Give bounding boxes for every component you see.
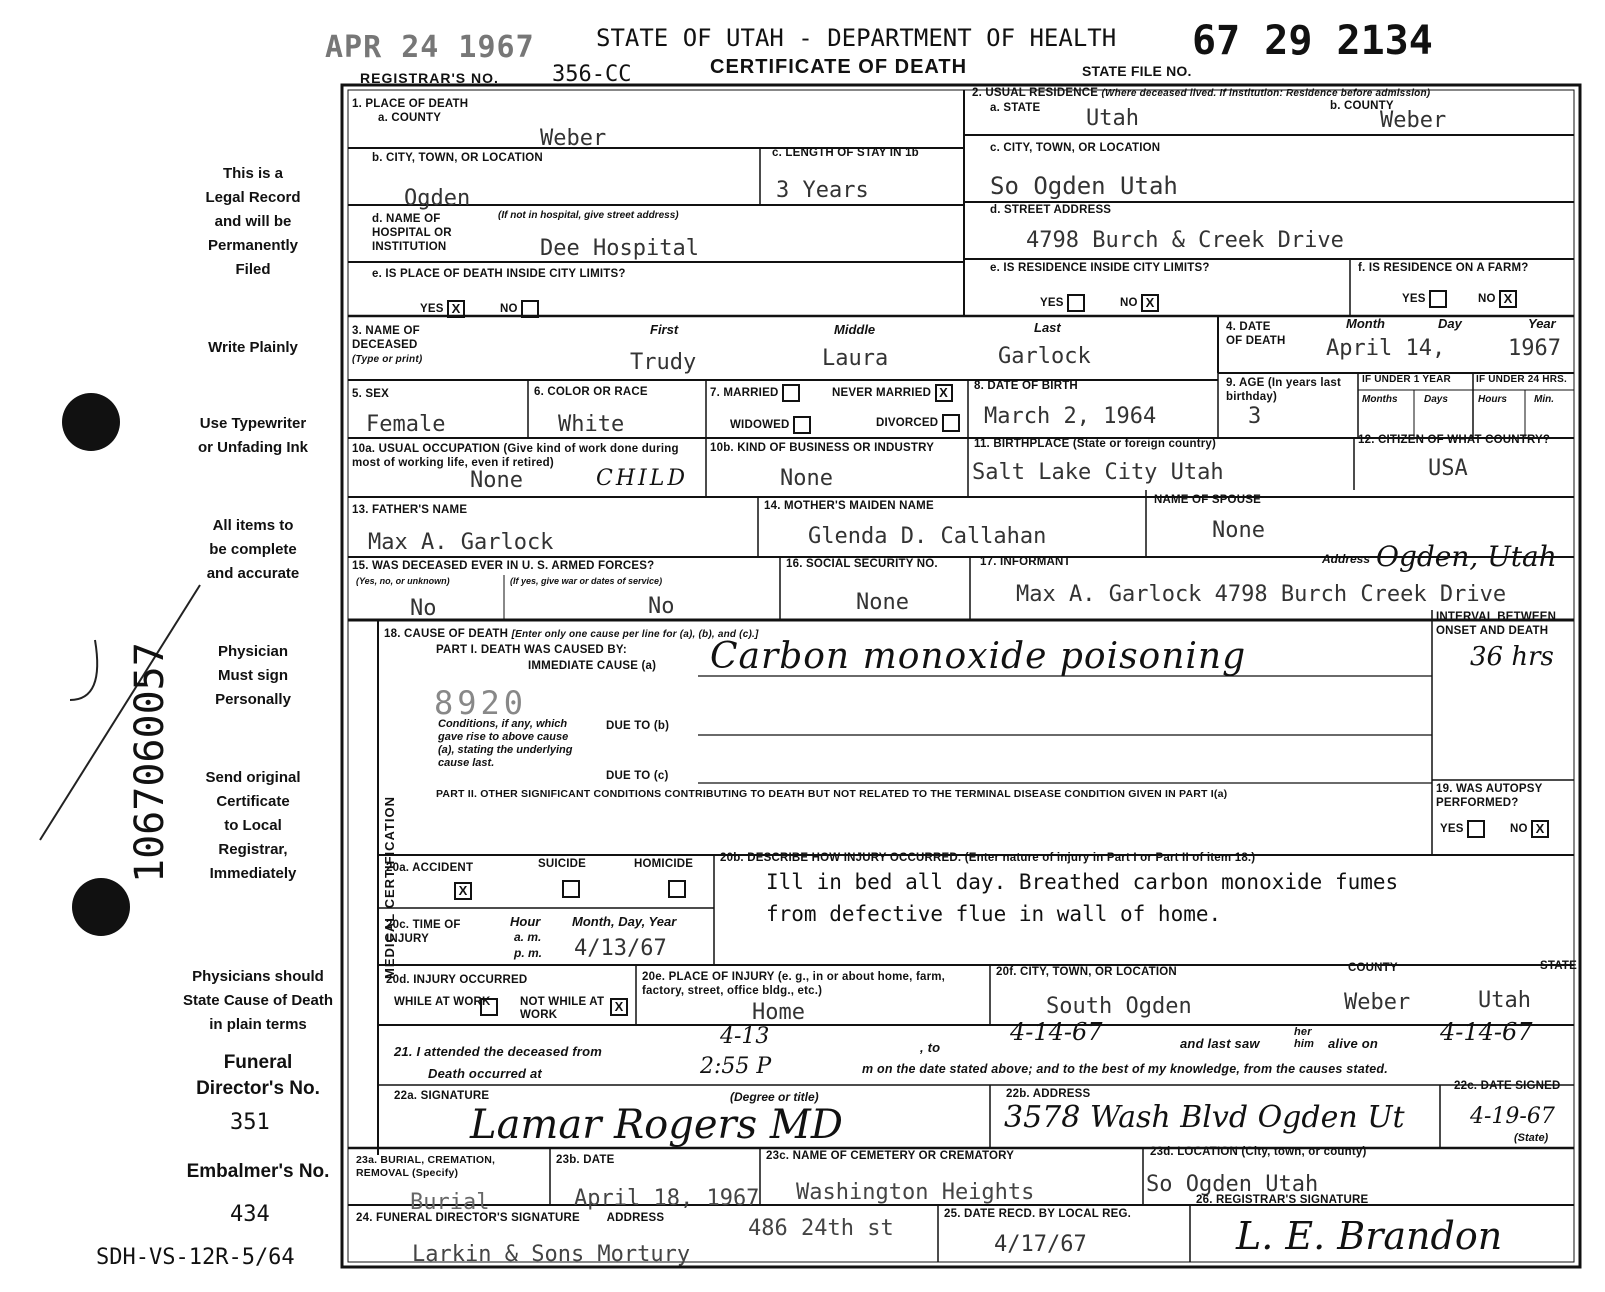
days-label: Days bbox=[1424, 394, 1448, 405]
cemetery-label: 23c. NAME OF CEMETERY OR CREMATORY bbox=[766, 1150, 1015, 1162]
medical-certification-label: MEDICAL CERTIFICATION bbox=[382, 795, 398, 980]
under-1-year-label: IF UNDER 1 YEAR bbox=[1362, 374, 1451, 385]
injury-description-line-1: Ill in bed all day. Breathed carbon monoxide fumes bbox=[766, 870, 1399, 894]
attended-from-label: 21. I attended the deceased from bbox=[394, 1044, 602, 1059]
death-time-value: 2:55 P bbox=[700, 1054, 772, 1079]
race-value: White bbox=[558, 412, 625, 437]
funeral-director-no: 351 bbox=[230, 1110, 270, 1135]
immediate-cause-label: IMMEDIATE CAUSE (a) bbox=[528, 660, 657, 672]
physician-address: 3578 Wash Blvd Ogden Ut bbox=[1004, 1100, 1405, 1135]
conditions-note: Conditions, if any, which gave rise to above cause (a), stating the underlying cause last. bbox=[438, 718, 573, 769]
injury-county-label: COUNTY bbox=[1348, 962, 1398, 974]
divorced-option[interactable]: DIVORCED bbox=[876, 414, 960, 432]
armed-forces-label: 15. WAS DECEASED EVER IN U. S. ARMED FORCES? bbox=[352, 560, 655, 572]
date-signed-value: 4-19-67 bbox=[1470, 1104, 1555, 1129]
accident-checkbox[interactable]: X bbox=[454, 882, 472, 900]
county-label: a. COUNTY bbox=[378, 112, 442, 124]
race-label: 6. COLOR OR RACE bbox=[534, 386, 648, 398]
armed-forces-value: No bbox=[410, 596, 437, 621]
attended-to-value: 4-14-67 bbox=[1010, 1018, 1103, 1046]
residence-state-label: a. STATE bbox=[990, 102, 1041, 114]
street-address-label: d. STREET ADDRESS bbox=[990, 204, 1112, 216]
widowed-option[interactable]: WIDOWED bbox=[730, 416, 811, 434]
certificate-title: CERTIFICATE OF DEATH bbox=[710, 56, 968, 78]
registrar-no: 356-CC bbox=[552, 62, 632, 87]
part1-label: PART I. DEATH WAS CAUSED BY: bbox=[436, 644, 627, 656]
time-of-injury-label: 20c. TIME OF INJURY bbox=[386, 919, 461, 945]
not-while-at-work[interactable]: NOT WHILE AT WORK bbox=[520, 996, 605, 1021]
business-value: None bbox=[780, 466, 833, 491]
burial-method: Burial bbox=[410, 1190, 490, 1215]
suicide-checkbox[interactable] bbox=[562, 880, 580, 898]
residence-label: 2. USUAL RESIDENCE (Where deceased lived. If institution: Residence before admission) bbox=[972, 87, 1431, 99]
due-to-c-label: DUE TO (c) bbox=[606, 770, 669, 782]
homicide-label: HOMICIDE bbox=[634, 858, 694, 870]
injury-city: South Ogden bbox=[1046, 994, 1192, 1019]
hospital-name: Dee Hospital bbox=[540, 236, 699, 261]
suicide-label: SUICIDE bbox=[538, 858, 587, 870]
deceased-name-label: 3. NAME OF DECEASED (Type or print) bbox=[352, 325, 423, 365]
first-label: First bbox=[650, 322, 679, 337]
mother-label: 14. MOTHER'S MAIDEN NAME bbox=[764, 500, 934, 512]
residence-inside-no[interactable]: NO X bbox=[1120, 294, 1159, 312]
business-label: 10b. KIND OF BUSINESS OR INDUSTRY bbox=[710, 442, 935, 454]
registrar-no-label: REGISTRAR'S NO. bbox=[360, 70, 499, 86]
funeral-director-sig-label: 24. FUNERAL DIRECTOR'S SIGNATURE ADDRESS bbox=[356, 1212, 665, 1224]
while-at-work-checkbox[interactable] bbox=[480, 998, 498, 1016]
under-24-hrs-label: IF UNDER 24 HRS. bbox=[1476, 374, 1567, 385]
ssn-value: None bbox=[856, 590, 909, 615]
not-while-at-work-checkbox[interactable]: X bbox=[610, 998, 628, 1016]
immediate-cause-value: Carbon monoxide poisoning bbox=[710, 636, 1247, 677]
cause-label: 18. CAUSE OF DEATH [Enter only one cause per line for (a), (b), and (c).] bbox=[384, 628, 759, 640]
injury-state: Utah bbox=[1478, 988, 1531, 1013]
spouse-name: None bbox=[1212, 518, 1265, 543]
her-him-label: her him bbox=[1294, 1026, 1315, 1050]
state-file-number: 67 29 2134 bbox=[1192, 18, 1433, 64]
residence-county-label: b. COUNTY bbox=[1330, 100, 1394, 112]
place-of-injury-label: 20e. PLACE OF INJURY (e. g., in or about home, farm, factory, street, office bldg., etc.) bbox=[642, 971, 946, 997]
occupation-label: 10a. USUAL OCCUPATION (Give kind of work done during most of working life, even if retired) bbox=[352, 443, 679, 469]
funeral-director-label: Funeral Director's No. bbox=[196, 1052, 320, 1099]
date-of-birth: March 2, 1964 bbox=[984, 404, 1157, 429]
attended-from-value: 4-13 bbox=[720, 1024, 770, 1049]
signature-label: 22a. SIGNATURE bbox=[394, 1090, 490, 1102]
death-city: Ogden bbox=[404, 186, 471, 211]
ssn-label: 16. SOCIAL SECURITY NO. bbox=[786, 558, 938, 570]
year-label: Year bbox=[1528, 316, 1556, 331]
age-value: 3 bbox=[1248, 404, 1262, 429]
farm-no[interactable]: NO X bbox=[1478, 290, 1517, 308]
citizen-label: 12. CITIZEN OF WHAT COUNTRY? bbox=[1358, 434, 1551, 446]
mdy-label: Month, Day, Year bbox=[572, 914, 677, 929]
embalmer-label: Embalmer's No. bbox=[186, 1161, 330, 1182]
hour-label: Hour bbox=[510, 914, 541, 929]
father-label: 13. FATHER'S NAME bbox=[352, 504, 468, 516]
funeral-director-street: 486 24th st bbox=[748, 1216, 894, 1241]
physician-address-label: 22b. ADDRESS bbox=[1006, 1088, 1091, 1100]
alive-on-label: alive on bbox=[1328, 1036, 1379, 1051]
occupation-value: None bbox=[470, 468, 523, 493]
cause-code: 8920 bbox=[434, 684, 528, 722]
informant-value: Max A. Garlock 4798 Burch Creek Drive bbox=[1016, 582, 1507, 607]
citizen-value: USA bbox=[1428, 456, 1468, 481]
war-service-value: No bbox=[648, 594, 675, 619]
farm-yes[interactable]: YES bbox=[1402, 290, 1447, 308]
pm-label: p. m. bbox=[514, 946, 543, 960]
while-at-work[interactable]: WHILE AT WORK bbox=[394, 996, 491, 1008]
burial-location-label: 23d. LOCATION (City, town, or county) bbox=[1150, 1146, 1367, 1158]
married-option[interactable]: 7. MARRIED bbox=[710, 384, 800, 402]
armed-note-2: (If yes, give war or dates of service) bbox=[510, 576, 663, 586]
residence-county: Weber bbox=[1380, 108, 1447, 133]
year-of-death: 1967 bbox=[1508, 336, 1561, 361]
last-label: Last bbox=[1034, 320, 1061, 335]
birthplace-label: 11. BIRTHPLACE (State or foreign country) bbox=[974, 438, 1217, 450]
due-to-b-label: DUE TO (b) bbox=[606, 720, 670, 732]
day-label: Day bbox=[1438, 316, 1462, 331]
complete-note: All items to be complete and accurate bbox=[206, 517, 300, 582]
death-city-label: b. CITY, TOWN, OR LOCATION bbox=[372, 152, 543, 164]
state-note: (State) bbox=[1514, 1132, 1549, 1144]
inside-city-label: e. IS PLACE OF DEATH INSIDE CITY LIMITS? bbox=[372, 268, 626, 280]
street-address: 4798 Burch & Creek Drive bbox=[1026, 228, 1344, 253]
length-of-stay: 3 Years bbox=[776, 178, 869, 203]
state-file-label: STATE FILE NO. bbox=[1082, 63, 1192, 79]
inside-city-yes[interactable]: YES X bbox=[420, 300, 465, 318]
form-number: SDH-VS-12R-5/64 bbox=[96, 1245, 295, 1270]
autopsy-no[interactable]: NO X bbox=[1510, 820, 1549, 838]
to-label: , to bbox=[920, 1040, 941, 1055]
age-label: 9. AGE (In years last birthday) bbox=[1226, 377, 1341, 403]
interval-value: 36 hrs bbox=[1470, 642, 1554, 672]
birthplace-value: Salt Lake City Utah bbox=[972, 460, 1224, 485]
residence-city-label: c. CITY, TOWN, OR LOCATION bbox=[990, 142, 1161, 154]
injury-state-label: STATE bbox=[1540, 960, 1577, 972]
registrar-sig-label: 26. REGISTRAR'S SIGNATURE bbox=[1196, 1194, 1369, 1206]
injury-city-label: 20f. CITY, TOWN, OR LOCATION bbox=[996, 966, 1177, 978]
punch-hole-bottom bbox=[72, 878, 130, 936]
residence-inside-yes[interactable]: YES bbox=[1040, 294, 1085, 312]
informant-address-label: Address bbox=[1322, 552, 1371, 566]
physician-signature: Lamar Rogers MD bbox=[470, 1102, 843, 1148]
month-label: Month bbox=[1346, 316, 1385, 331]
death-occurred-label: Death occurred at bbox=[428, 1066, 542, 1081]
agency-title: STATE OF UTAH - DEPARTMENT OF HEALTH bbox=[596, 24, 1117, 52]
interval-label: INTERVAL BETWEEN ONSET AND DEATH bbox=[1436, 611, 1557, 637]
received-stamp: APR 24 1967 bbox=[325, 30, 535, 65]
autopsy-yes[interactable]: YES bbox=[1440, 820, 1485, 838]
accident-label: 20a. ACCIDENT bbox=[386, 862, 474, 874]
send-original-note: Send original Certificate to Local Registrar, Immediately bbox=[205, 769, 301, 882]
armed-note-1: (Yes, no, or unknown) bbox=[356, 576, 450, 586]
spouse-label: NAME OF SPOUSE bbox=[1154, 494, 1261, 506]
degree-label: (Degree or title) bbox=[730, 1090, 819, 1104]
am-label: a. m. bbox=[514, 930, 542, 944]
date-recd-label: 25. DATE RECD. BY LOCAL REG. bbox=[944, 1208, 1132, 1220]
burial-location: So Ogden Utah bbox=[1146, 1172, 1319, 1197]
date-signed-label: 22c. DATE SIGNED bbox=[1454, 1080, 1561, 1092]
time-of-injury-value: 4/13/67 bbox=[574, 936, 667, 961]
sex-value: Female bbox=[366, 412, 446, 437]
months-label: Months bbox=[1362, 394, 1398, 405]
place-of-injury: Home bbox=[752, 1000, 805, 1025]
funeral-director-name: Larkin & Sons Mortury bbox=[412, 1242, 691, 1267]
informant-address-hw: Ogden, Utah bbox=[1376, 540, 1557, 573]
deceased-middle: Laura bbox=[822, 346, 889, 371]
part2-label: PART II. OTHER SIGNIFICANT CONDITIONS CONTRIBUTING TO DEATH BUT NOT RELATED TO THE TERMINAL DISEASE CONDITION GIVEN IN PART I(a) bbox=[436, 788, 1228, 800]
registrar-signature: L. E. Brandon bbox=[1236, 1214, 1503, 1258]
inside-city-no[interactable]: NO bbox=[500, 300, 539, 318]
date-recd-value: 4/17/67 bbox=[994, 1232, 1087, 1257]
alive-on-value: 4-14-67 bbox=[1440, 1018, 1533, 1046]
injury-describe-label: 20b. DESCRIBE HOW INJURY OCCURRED. (Enter nature of injury in Part I or Part II of item 18.) bbox=[720, 852, 1256, 864]
father-name: Max A. Garlock bbox=[368, 530, 554, 555]
place-of-death-label: 1. PLACE OF DEATH bbox=[352, 98, 469, 110]
never-married-option[interactable]: NEVER MARRIED X bbox=[832, 384, 953, 402]
residence-inside-label: e. IS RESIDENCE INSIDE CITY LIMITS? bbox=[990, 262, 1210, 274]
punch-hole-top bbox=[62, 393, 120, 451]
farm-label: f. IS RESIDENCE ON A FARM? bbox=[1358, 262, 1529, 274]
burial-date-label: 23b. DATE bbox=[556, 1154, 615, 1166]
legal-record-note: This is a Legal Record and will be Permanently Filed bbox=[205, 165, 301, 278]
autopsy-label: 19. WAS AUTOPSY PERFORMED? bbox=[1436, 783, 1543, 809]
mother-name: Glenda D. Callahan bbox=[808, 524, 1047, 549]
injury-county: Weber bbox=[1344, 990, 1411, 1015]
homicide-checkbox[interactable] bbox=[668, 880, 686, 898]
burial-date: April 18, 1967 bbox=[574, 1186, 760, 1211]
date-of-death-label: 4. DATE OF DEATH bbox=[1226, 321, 1286, 347]
hospital-note: (If not in hospital, give street address) bbox=[498, 210, 679, 221]
knowledge-statement: m on the date stated above; and to the best of my knowledge, from the causes stated. bbox=[862, 1062, 1388, 1076]
deceased-last: Garlock bbox=[998, 344, 1091, 369]
embalmer-no: 434 bbox=[230, 1202, 270, 1227]
last-saw-label: and last saw bbox=[1180, 1036, 1260, 1051]
injury-occurred-label: 20d. INJURY OCCURRED bbox=[386, 974, 528, 986]
cemetery-name: Washington Heights bbox=[796, 1180, 1035, 1205]
physician-sign-note: Physician Must sign Personally bbox=[215, 643, 291, 708]
residence-city: So Ogden Utah bbox=[990, 172, 1178, 200]
physicians-should-note: Physicians should State Cause of Death in plain terms bbox=[182, 968, 334, 1033]
write-plainly-note: Write Plainly bbox=[208, 339, 298, 356]
hospital-label: d. NAME OF HOSPITAL OR INSTITUTION bbox=[372, 213, 452, 253]
burial-method-label: 23a. BURIAL, CREMATION, REMOVAL (Specify) bbox=[356, 1154, 496, 1179]
sex-label: 5. SEX bbox=[352, 388, 389, 400]
death-county: Weber bbox=[540, 126, 607, 151]
injury-description-line-2: from defective flue in wall of home. bbox=[766, 902, 1222, 926]
hours-label: Hours bbox=[1478, 394, 1507, 405]
min-label: Min. bbox=[1534, 394, 1554, 405]
occupation-handwritten: CHILD bbox=[596, 466, 688, 491]
residence-state: Utah bbox=[1086, 106, 1139, 131]
dob-label: 8. DATE OF BIRTH bbox=[974, 380, 1078, 392]
deceased-first: Trudy bbox=[630, 350, 697, 375]
typewriter-note: Use Typewriter or Unfading Ink bbox=[198, 415, 308, 456]
vertical-record-number: 1067060057 bbox=[127, 642, 173, 883]
informant-label: 17. INFORMANT bbox=[980, 556, 1071, 568]
middle-label: Middle bbox=[834, 322, 876, 337]
date-of-death: April 14, bbox=[1326, 336, 1446, 361]
stay-label: c. LENGTH OF STAY IN 1b bbox=[772, 147, 919, 159]
